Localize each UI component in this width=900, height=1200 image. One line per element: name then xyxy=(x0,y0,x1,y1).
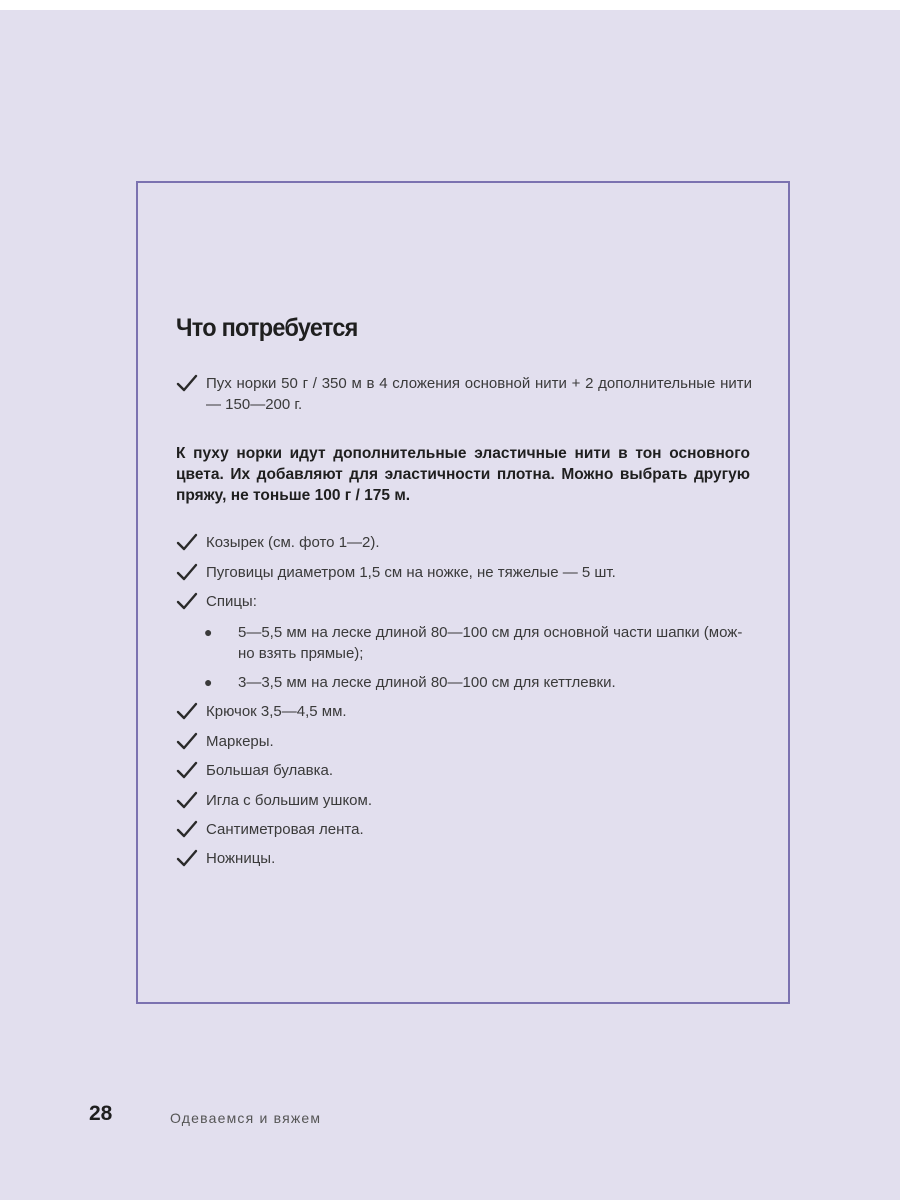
checkmark-icon xyxy=(176,562,198,583)
checkmark-icon xyxy=(176,373,198,394)
checkmark-icon xyxy=(176,701,198,722)
list-item-text: Пуговицы диаметром 1,5 см на ножке, не тяжелые — 5 шт. xyxy=(206,564,616,581)
list-item-text: Игла с большим ушком. xyxy=(206,792,373,809)
checkmark-icon xyxy=(176,731,198,752)
list-item-text: Ножницы. xyxy=(206,850,276,867)
checkmark-icon xyxy=(176,790,198,811)
section-heading: Что потребуется xyxy=(176,314,358,342)
list-item-text: Пух норки 50 г / 350 м в 4 сложения основной нити + 2 дополнительные нити — 150—200 г. xyxy=(206,375,752,413)
bold-note: К пуху норки идут дополнительные эластичные нити в тон основного цвета. Их добавляют для эластичности плотна. Можно выбрать другую пряжу, не тоньше 100 г / 175 м. xyxy=(176,445,750,504)
list-item-text: Сантиметровая лента. xyxy=(206,821,364,838)
checkmark-icon xyxy=(176,848,198,869)
list-item-text: Маркеры. xyxy=(206,733,274,750)
sub-list-item-text: 5—5,5 мм на леске длиной 80—100 см для основной части шапки (можно взять прямые); xyxy=(238,624,743,662)
list-item-text: Козырек (см. фото 1—2). xyxy=(206,534,380,551)
list-item-text: Крючок 3,5—4,5 мм. xyxy=(206,703,347,720)
list-item-text: Большая булавка. xyxy=(206,762,333,779)
checkmark-icon xyxy=(176,819,198,840)
checkmark-icon xyxy=(176,760,198,781)
page-top-edge xyxy=(0,0,900,10)
running-title: Одеваемся и вяжем xyxy=(170,1110,322,1126)
bullet-dot: ● xyxy=(204,624,213,640)
checkmark-icon xyxy=(176,591,198,612)
list-item-text: Спицы: xyxy=(206,593,257,610)
page-number: 28 xyxy=(89,1102,113,1125)
checkmark-icon xyxy=(176,532,198,553)
bullet-dot: ● xyxy=(204,674,213,690)
sub-list-item-text: 3—3,5 мм на леске длиной 80—100 см для кеттлевки. xyxy=(238,674,616,691)
